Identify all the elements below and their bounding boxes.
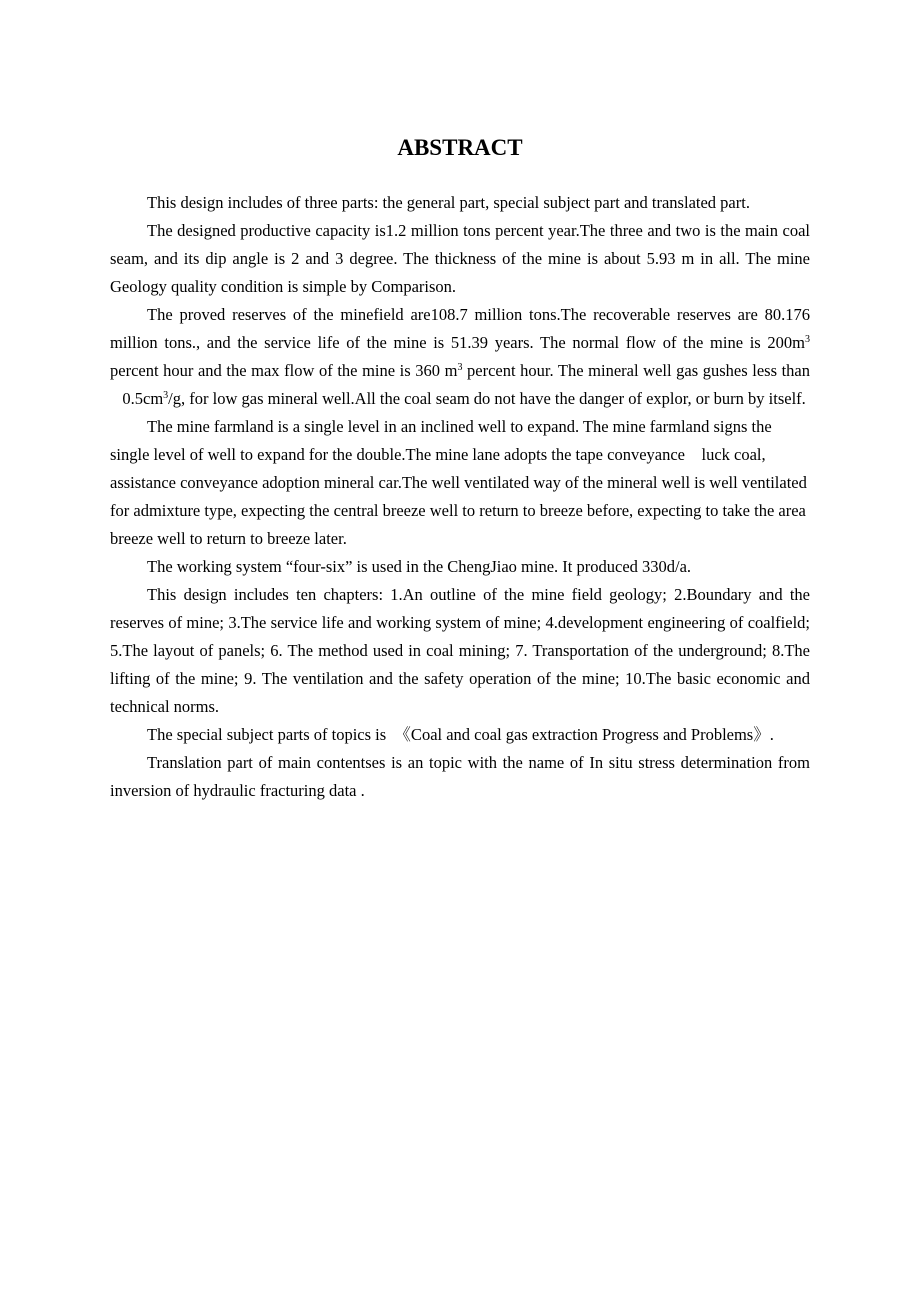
paragraph-development: The mine farmland is a single level in an inclined well to expand. The mine farmland signs the single level of well to expand for the double.The mine lane adopts the tape conveyance luck coal, assistance conveyance adoption mineral car.The well ventilated way of the mineral well is well ventilated for admixture type, expecting the central breeze well to return to breeze before, expecting to take the area breeze well to return to breeze later. xyxy=(110,417,807,548)
paragraph-reserves xyxy=(110,301,810,413)
paragraph-capacity: The designed productive capacity is1.2 million tons percent year.The three and two is the main coal seam, and its dip angle is 2 and 3 degree. The thickness of the mine is about 5.93 m in all. The mine Geology quality condition is simple by Comparison. xyxy=(110,221,810,296)
superscript-cube: 3 xyxy=(805,334,810,345)
superscript-cube: 3 xyxy=(163,390,169,401)
paragraph-working-system: The working system “four-six” is used in the ChengJiao mine. It produced 330d/a. xyxy=(147,557,692,576)
reserves-text-b: percent hour and the max flow of the mine is 360 m xyxy=(110,361,458,380)
paragraph-chapters: This design includes ten chapters: 1.An outline of the mine field geology; 2.Boundary and the reserves of mine; 3.The service life and working system of mine; 4.development engineering of coalfield; 5.The layout of panels; 6. The method used in coal mining; 7. Transportation of the underground; 8.The lifting of the mine; 9. The ventilation and the safety operation of the mine; 10.The basic economic and technical norms. xyxy=(110,585,810,716)
paragraph-special-subject: The special subject parts of topics is 《Coal and coal gas extraction Progress and Problems》. xyxy=(147,725,774,744)
paragraph-translation: Translation part of main contentses is an topic with the name of In situ stress determination from inversion of hydraulic fracturing data . xyxy=(110,753,810,800)
abstract-body xyxy=(110,189,810,805)
reserves-text-c: percent hour. The mineral well gas gushes less than 0.5cm xyxy=(110,361,811,408)
paragraph-overview: This design includes of three parts: the general part, special subject part and translated part. xyxy=(147,193,750,212)
abstract-title: ABSTRACT xyxy=(397,135,523,160)
reserves-text-d: /g, for low gas mineral well.All the coal seam do not have the danger of explor, or burn by itself. xyxy=(168,389,806,408)
reserves-text-a: The proved reserves of the minefield are108.7 million tons.The recoverable reserves are 80.176 million tons., and the service life of the mine is 51.39 years. The normal flow of the mine is 200m xyxy=(110,305,810,352)
superscript-cube: 3 xyxy=(457,362,463,373)
